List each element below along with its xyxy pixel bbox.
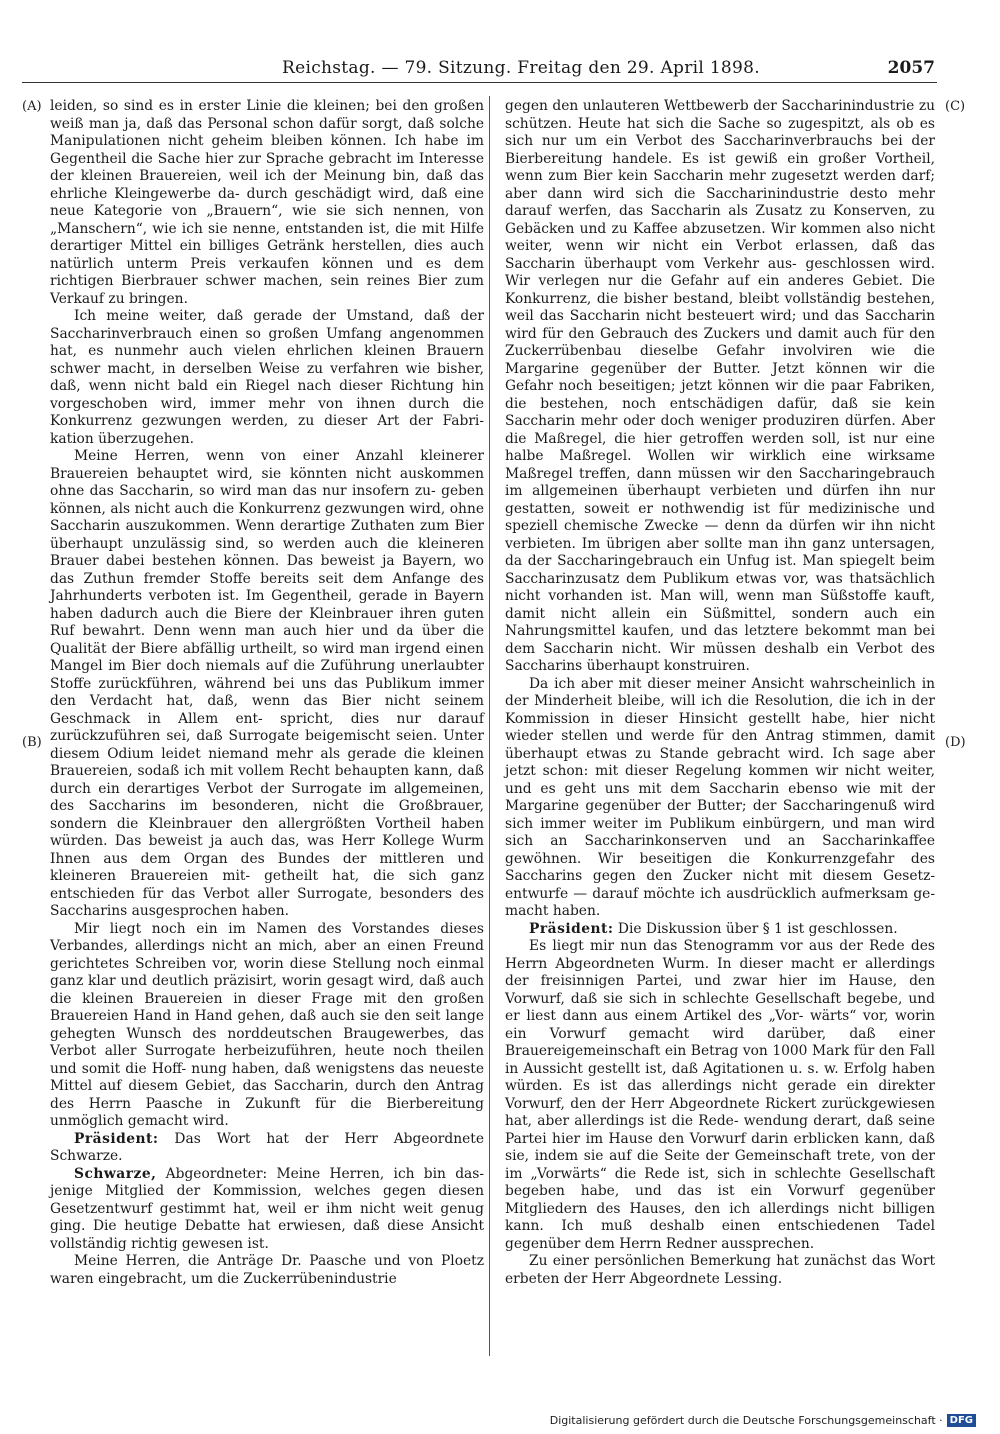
right-column: [505, 98, 935, 1288]
margin-marker-a: (A): [22, 99, 42, 114]
header-rule: [22, 82, 937, 83]
page-header: [20, 58, 935, 82]
paragraph: gegen den unlauteren Wettbewerb der Saccharinindustrie zu schützen. Heute hat sich die Sache so zugespitzt, als ob es sich nur um ein Verbot des Saccharinverbrauchs bei der Bierbereitung handele. Es ist gewiß ein großer Vortheil, wenn zum Bier kein Saccharin mehr zugesetzt werden darf; aber dann wird sich die Saccharinindustrie desto mehr darauf werfen, das Saccharin als Zusatz zu Konserven, zu Gebäcken und zu Kaffee abzusetzen. Wir kommen also nicht weiter, wenn wir nicht ein Verbot erlassen, daß das Saccharin überhaupt vom Verkehr aus- geschlossen wird. Wir verlegen nur die Gefahr auf ein anderes Gebiet. Die Konkurrenz, die bisher bestand, bleibt vollständig bestehen, weil das Saccharin nicht besteuert wird; und das Saccharin wird für den Gebrauch des Zuckers und damit auch für den Zuckerrübenbau dieselbe Gefahr involviren wie die Margarine gegenüber der Butter. Jetzt können wir die Gefahr noch beseitigen; jetzt können wir die paar Fabriken, die bestehen, noch entschädigen dafür, daß sie kein Saccharin mehr oder doch weniger produziren dürfen. Aber die Maßregel, die hier getroffen werden soll, ist nur eine halbe Maßregel. Wollen wir wirklich eine wirksame Maßregel treffen, dann müssen wir den Saccharingebrauch im allgemeinen überhaupt verbieten und dürfen ihn nur gestatten, soweit er nothwendig ist für medizinische und speziell chemische Zwecke — denn da dürfen wir ihn nicht verbieten. Im übrigen aber sollte man ihn ganz untersagen, da der Saccharingebrauch ein Unfug ist. Man spiegelt beim Saccharinzusatz dem Publikum etwas vor, was thatsächlich nicht vorhanden ist. Man will, wenn man Süßstoffe kauft, damit nicht allein ein Süßmittel, sondern auch ein Nahrungsmittel kaufen, und das letztere bekommt man bei dem Saccharin nicht. Wir müssen deshalb ein Verbot des Saccharins überhaupt konstruiren.: [505, 98, 935, 674]
speaker-paragraph: [50, 1166, 484, 1254]
speaker-name: Schwarze,: [74, 1165, 157, 1182]
running-title: Reichstag. — 79. Sitzung. Freitag den 29. April 1898.: [282, 58, 760, 78]
speaker-paragraph: [505, 921, 935, 939]
page-number: 2057: [887, 58, 935, 78]
paragraph: Meine Herren, wenn von einer Anzahl kleinerer Brauereien behauptet wird, sie könnten nicht auskommen ohne das Saccharin, so wird man das nur insofern zu- geben können, als nicht auch die Konkurrenz gezwungen wird, ohne Saccharin auszukommen. Wenn derartige Zuthaten zum Bier überhaupt unzulässig sind, so werden auch die kleineren Brauer dabei bestehen können. Das beweist ja Bayern, wo das Zuthun fremder Stoffe bereits seit dem Anfange des Jahrhunderts verboten ist. Im Gegentheil, gerade in Bayern haben dadurch auch die Biere der Kleinbrauer ihren guten Ruf bewahrt. Denn wenn man auch hier und da über die Qualität der Biere abfällig urtheilt, so wird man irgend einen Mangel im Bier doch niemals auf die Zuführung unerlaubter Stoffe zurückführen, während bei uns das Publikum immer den Verdacht hat, daß, wenn das Bier nicht seinem Geschmack in Allem ent- spricht, dies nur darauf zurückzuführen sei, daß Surrogate beigemischt seien. Unter diesem Odium leidet niemand mehr als gerade die kleinen Brauereien, sodaß ich mit vollem Recht behaupten kann, daß durch ein derartiges Verbot der Surrogate im allgemeinen, des Saccharins im besonderen, nicht die Großbrauer, sondern die Kleinbrauer den allergrößten Vortheil haben würden. Das beweist ja auch das, was Herr Kollege Wurm Ihnen aus dem Organ des Bundes der mittleren und kleineren Brauereien mit- getheilt hat, die sich ganz entschieden für das Verbot aller Surrogate, besonders des Saccharins ausgesprochen haben.: [50, 448, 484, 919]
paragraph: Da ich aber mit dieser meiner Ansicht wahrscheinlich in der Minderheit bleibe, will ich die Resolution, die ich in der Kommission in dieser Hinsicht gestellt habe, hier nicht wieder stellen und werde für den Antrag stimmen, damit überhaupt etwas zu Stande gebracht wird. Ich sage aber jetzt schon: mit dieser Regelung kommen wir nicht weiter, und es geht uns mit dem Saccharin ebenso wie mit der Margarine gegenüber der Butter; der Saccharingenuß wird sich immer weiter im Publikum einbürgern, und man wird sich an Saccharinkonserven und an Saccharinkaffee gewöhnen. Wir beseitigen die Konkurrenzgefahr des Saccharins gegen den Zucker nicht mit diesem Gesetz- entwurfe — darauf möchte ich ausdrücklich aufmerksam ge- macht haben.: [505, 675, 935, 919]
digitization-footer: [550, 1414, 976, 1427]
footer-credit: Digitalisierung gefördert durch die Deutsche Forschungsgemeinschaft ·: [549, 1414, 943, 1427]
speaker-paragraph: [50, 1131, 484, 1166]
speaker-name: Präsident:: [74, 1130, 159, 1147]
paragraph: leiden, so sind es in erster Linie die kleinen; bei den großen weiß man ja, daß das Personal schon dafür sorgt, daß solche Manipulationen nicht geheim bleiben können. Ich habe im Gegentheil die Sache hier zur Sprache gebracht im Interesse der kleinen Brauereien, weil ich der Meinung bin, daß das ehrliche Kleingewerbe da- durch geschädigt wird, daß eine neue Kategorie von „Brauern“, wie sie sich nennen, von „Manschern“, wie ich sie nenne, entstanden ist, die mit Hilfe derartiger Mittel ein billiges Getränk herstellen, dies auch natürlich unterm Preis verkaufen können und es dem richtigen Bierbrauer schwer machen, sein reines Bier zum Verkauf zu bringen.: [50, 98, 484, 307]
paragraph: Ich meine weiter, daß gerade der Umstand, daß der Saccharinverbrauch einen so großen Umfang angenommen hat, es nunmehr auch vielen ehrlichen kleinen Brauern schwer macht, in derselben Weise zu verfahren wie bisher, daß, wenn nicht bald ein Riegel nach dieser Richtung hin vorgeschoben wird, immer mehr von ihnen durch die Konkurrenz gezwungen werden, zu dieser Art der Fabri- kation überzugehen.: [50, 308, 484, 447]
margin-marker-b: (B): [22, 735, 42, 750]
left-column: [50, 98, 484, 1288]
margin-marker-d: (D): [945, 735, 966, 750]
speech-text: Das Wort hat der Herr Abgeordnete Schwarze.: [50, 1130, 484, 1164]
paragraph: Mir liegt noch ein im Namen des Vorstandes dieses Verbandes, allerdings nicht an mich, aber an einen Freund gerichtetes Schreiben vor, worin diese Stellung noch einmal ganz klar und deutlich präzisirt, worin gesagt wird, daß auch die kleinen Brauereien in dieser Frage mit den großen Brauereien Hand in Hand gehen, daß auch sie den seit lange gehegten Wunsch des norddeutschen Braugewerbes, das Verbot aller Surrogate herbeizuführen, heute noch theilen und somit die Hoff- nung haben, daß wenigstens das neueste Mittel auf diesem Gebiet, das Saccharin, durch den Antrag des Herrn Paasche in Zukunft für die Bierbereitung unmöglich gemacht wird.: [50, 920, 484, 1129]
speech-text: Die Diskussion über § 1 ist geschlossen.: [613, 920, 898, 937]
paragraph: Meine Herren, die Anträge Dr. Paasche und von Ploetz waren eingebracht, um die Zuckerrübenindustrie: [50, 1253, 484, 1287]
paragraph: Es liegt mir nun das Stenogramm vor aus der Rede des Herrn Abgeordneten Wurm. In dieser macht er allerdings der freisinnigen Partei, und zwar hier im Hause, den Vorwurf, daß sie sich in schlechte Gesellschaft begebe, und er liest dann aus einem Artikel des „Vor- wärts“ vor, worin ein Vorwurf gemacht wird darüber, daß einer Brauereigemeinschaft ein Betrag von 1000 Mark für den Fall in Aussicht gestellt ist, daß Agitationen u. s. w. Erfolg haben würden. Es ist das allerdings nicht gerade ein direkter Vorwurf, den der Herr Abgeordnete Rickert zurückgewiesen hat, aber allerdings ist die Rede- wendung derart, daß seine Partei hier im Hause den Vorwurf darin erblicken kann, daß sie, indem sie auf die Seite der Gemeinschaft trete, von der im „Vorwärts“ die Rede ist, sich in schlechte Gesellschaft begeben habe, und das ist ein Vorwurf gegenüber Mitgliedern des Hauses, den ich allerdings nicht billigen kann. Ich muß deshalb einen entschiedenen Tadel gegenüber dem Herrn Redner aussprechen.: [505, 938, 935, 1252]
dfg-logo: DFG: [947, 1414, 976, 1427]
paragraph: Zu einer persönlichen Bemerkung hat zunächst das Wort erbeten der Herr Abgeordnete Lessing.: [505, 1253, 935, 1287]
speech-text: Abgeordneter: Meine Herren, ich bin das- jenige Mitglied der Kommission, welches gegen diesen Gesetzentwurf gestimmt hat, weil er ihm nicht weit genug ging. Die heutige Debatte hat erwiesen, daß diese Ansicht vollständig richtig gewesen ist.: [50, 1165, 484, 1252]
margin-marker-c: (C): [945, 99, 966, 114]
speaker-name: Präsident:: [529, 920, 614, 937]
column-rule: [489, 96, 490, 1356]
